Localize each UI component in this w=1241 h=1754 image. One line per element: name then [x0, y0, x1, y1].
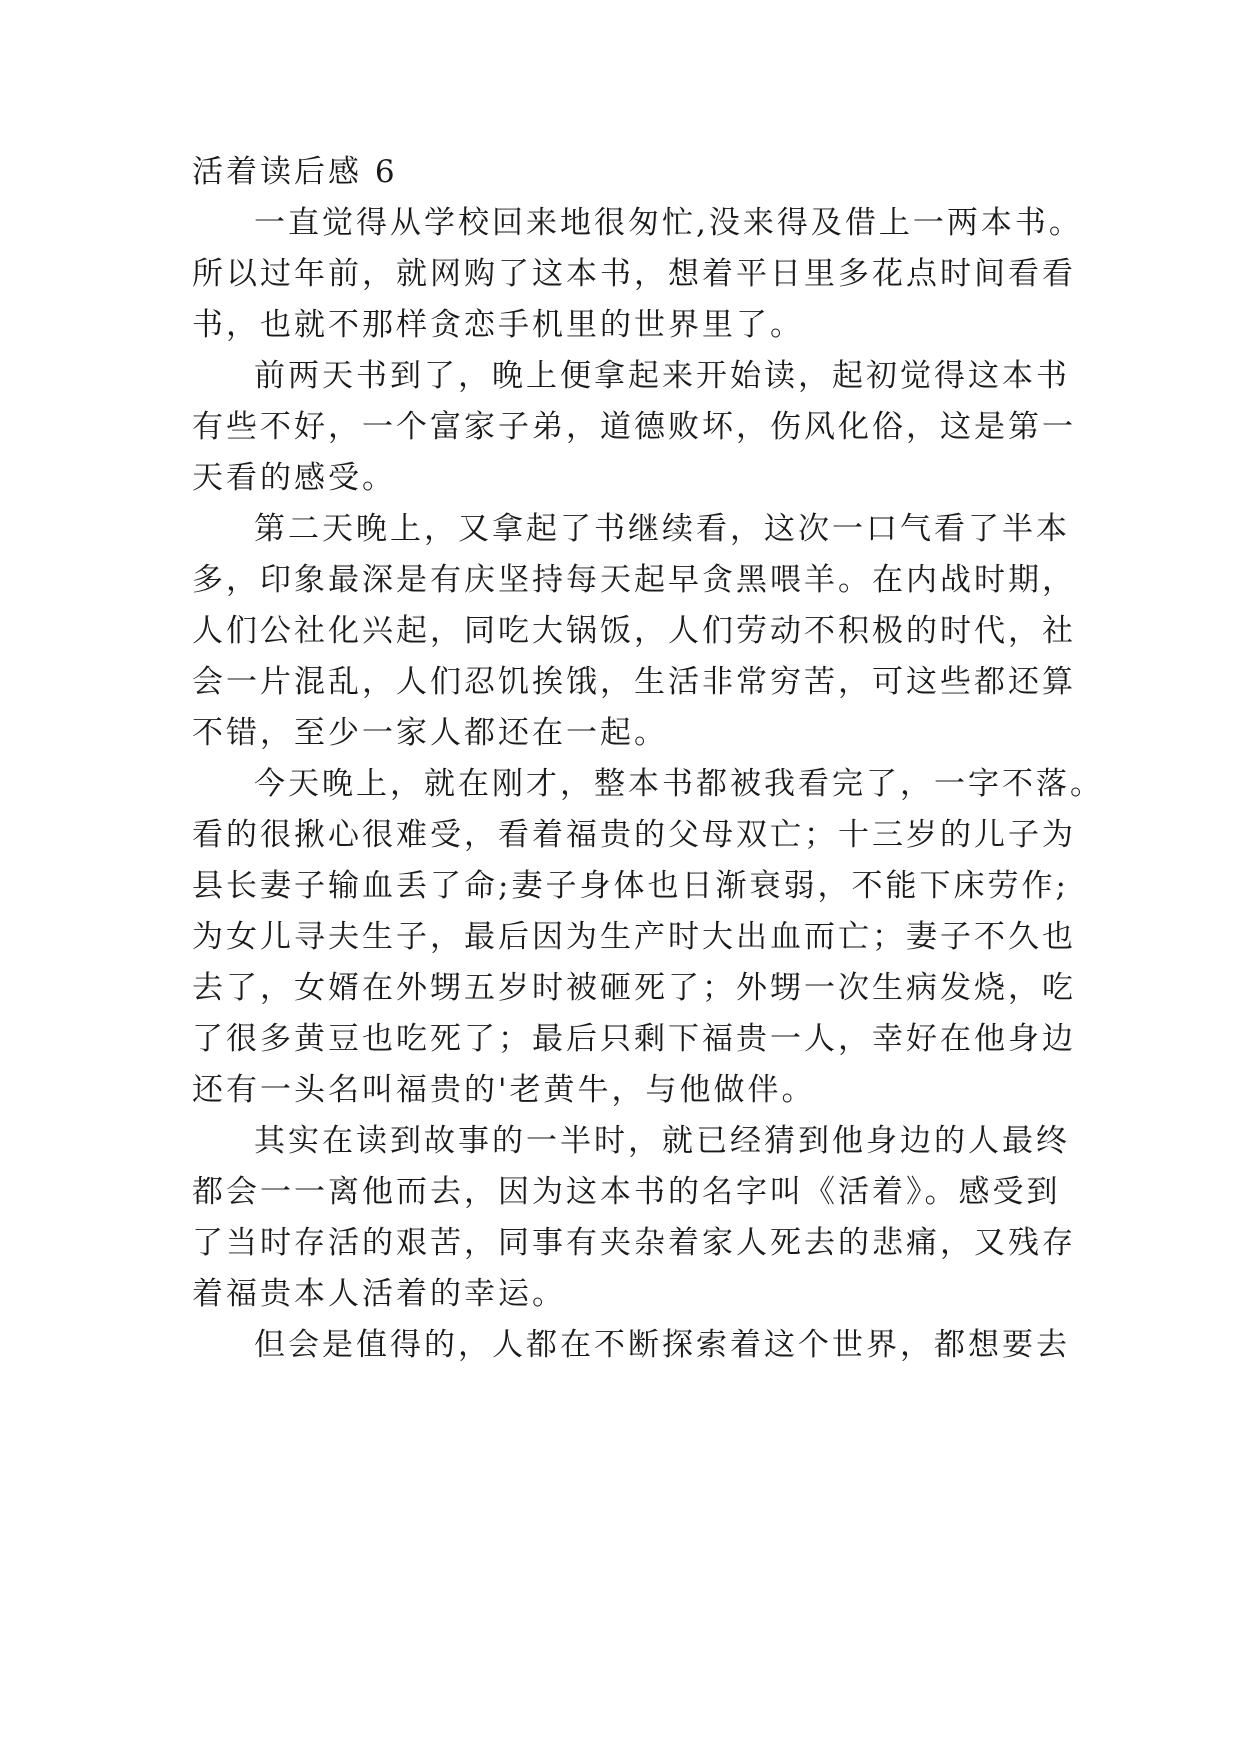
text-line: 县长妻子输血丢了命;妻子身体也日渐衰弱，不能下床劳作;: [192, 868, 1069, 904]
text-line: 了当时存活的艰苦，同事有夹杂着家人死去的悲痛，又残存: [192, 1225, 1076, 1261]
text-line: 一直觉得从学校回来地很匆忙,没来得及借上一两本书。: [254, 205, 1083, 241]
text-line: 其实在读到故事的一半时，就已经猜到他身边的人最终: [254, 1123, 1070, 1159]
text-line: 人们公社化兴起，同吃大锅饭，人们劳动不积极的时代，社: [192, 613, 1076, 649]
text-line: 有些不好，一个富家子弟，道德败坏，伤风化俗，这是第一: [192, 409, 1076, 445]
text-line: 但会是值得的，人都在不断探索着这个世界，都想要去: [254, 1327, 1070, 1363]
text-line: 看的很揪心很难受，看着福贵的父母双亡；十三岁的儿子为: [192, 817, 1076, 853]
text-line: 都会一一离他而去，因为这本书的名字叫《活着》。感受到: [192, 1174, 1061, 1210]
text-line: 所以过年前，就网购了这本书，想着平日里多花点时间看看: [192, 256, 1076, 292]
text-line: 会一片混乱，人们忍饥挨饿，生活非常穷苦，可这些都还算: [192, 664, 1076, 700]
text-line: 为女儿寻夫生子，最后因为生产时大出血而亡；妻子不久也: [192, 919, 1076, 955]
text-line: 去了，女婿在外甥五岁时被砸死了；外甥一次生病发烧，吃: [192, 970, 1076, 1006]
document-title: 活着读后感 6: [192, 154, 398, 190]
text-line: 前两天书到了，晚上便拿起来开始读，起初觉得这本书: [254, 358, 1070, 394]
text-line: 多，印象最深是有庆坚持每天起早贪黑喂羊。在内战时期，: [192, 562, 1076, 598]
text-line: 着福贵本人活着的幸运。: [192, 1276, 566, 1312]
text-line: 书，也就不那样贪恋手机里的世界里了。: [192, 307, 804, 343]
text-line: 还有一头名叫福贵的'老黄牛，与他做伴。: [192, 1072, 816, 1108]
text-line: 第二天晚上，又拿起了书继续看，这次一口气看了半本: [254, 511, 1070, 547]
text-line: 天看的感受。: [192, 460, 396, 496]
text-line: 不错，至少一家人都还在一起。: [192, 715, 668, 751]
text-line: 了很多黄豆也吃死了；最后只剩下福贵一人，幸好在他身边: [192, 1021, 1076, 1057]
text-line: 今天晚上，就在刚才，整本书都被我看完了，一字不落。: [254, 766, 1104, 802]
